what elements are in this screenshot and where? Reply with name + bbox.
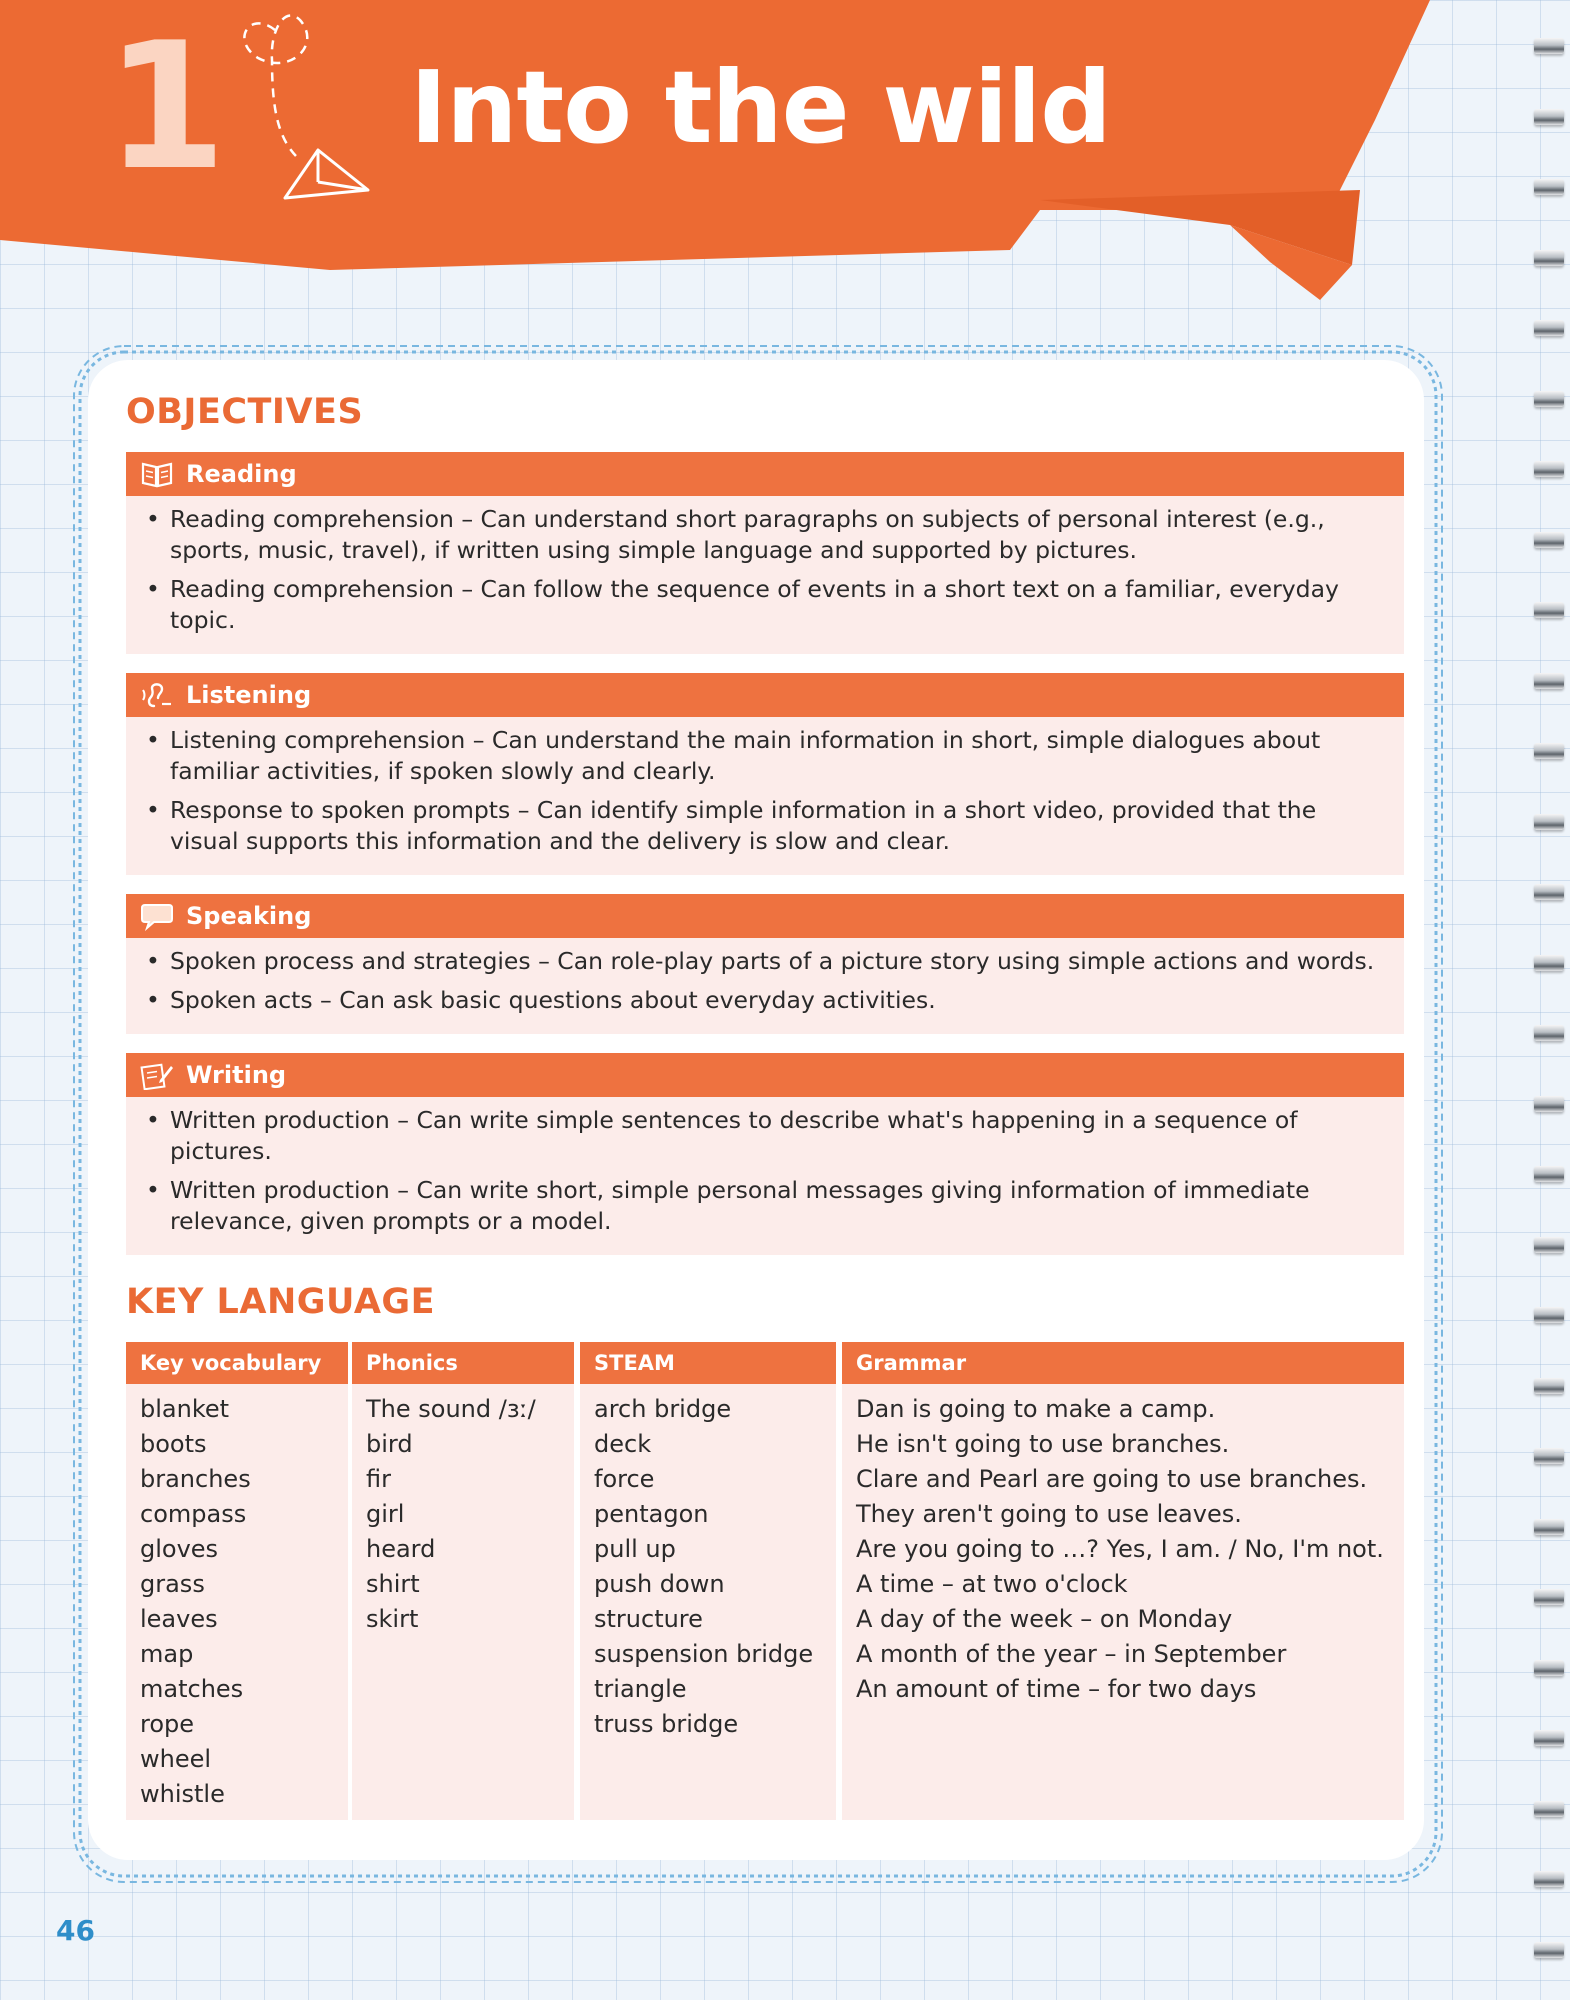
binding-ring bbox=[1534, 1589, 1564, 1605]
list-item: Dan is going to make a camp. bbox=[856, 1395, 1216, 1423]
list-item: compass bbox=[140, 1500, 247, 1528]
column-items bbox=[580, 1384, 836, 1820]
list-item: Clare and Pearl are going to use branches. bbox=[856, 1465, 1368, 1493]
list-item: deck bbox=[594, 1430, 652, 1458]
column-items bbox=[352, 1384, 574, 1820]
list-item: Are you going to …? Yes, I am. / No, I'm not. bbox=[856, 1535, 1384, 1563]
binding-ring bbox=[1534, 1096, 1564, 1112]
binding-ring bbox=[1534, 1025, 1564, 1041]
list-item: shirt bbox=[366, 1570, 420, 1598]
pencil-paper-icon bbox=[140, 1060, 174, 1090]
binding-ring bbox=[1534, 391, 1564, 407]
list-item: girl bbox=[366, 1500, 405, 1528]
unit-title: Into the wild bbox=[410, 49, 1111, 166]
objective-header bbox=[126, 1053, 1404, 1097]
objective-name: Speaking bbox=[186, 902, 312, 930]
list-item: fir bbox=[366, 1465, 391, 1493]
objectives-title: OBJECTIVES bbox=[126, 392, 364, 432]
list-item: skirt bbox=[366, 1605, 419, 1633]
list-item: triangle bbox=[594, 1675, 687, 1703]
list-item: blanket bbox=[140, 1395, 230, 1423]
list-item: leaves bbox=[140, 1605, 218, 1633]
column-header: Grammar bbox=[842, 1342, 1404, 1384]
binding-ring bbox=[1534, 461, 1564, 477]
objective-body bbox=[126, 496, 1404, 654]
objective-body bbox=[126, 938, 1404, 1034]
binding-ring bbox=[1534, 602, 1564, 618]
objective-bullet: • Written production – Can write simple sentences to describe what's happening in a sequence of pictures. bbox=[144, 1105, 1378, 1167]
ear-icon bbox=[140, 680, 174, 710]
binding-ring bbox=[1534, 1730, 1564, 1746]
binding-ring bbox=[1534, 673, 1564, 689]
column-header: Phonics bbox=[352, 1342, 574, 1384]
column-items bbox=[126, 1384, 348, 1820]
objective-body bbox=[126, 717, 1404, 875]
grammar-column bbox=[842, 1342, 1404, 1820]
list-item: pull up bbox=[594, 1535, 676, 1563]
binding-ring bbox=[1534, 814, 1564, 830]
phonics-column bbox=[352, 1342, 574, 1820]
spiral-binding bbox=[1526, 0, 1570, 2000]
binding-ring bbox=[1534, 1871, 1564, 1887]
binding-ring bbox=[1534, 1448, 1564, 1464]
binding-ring bbox=[1534, 38, 1564, 54]
objective-listening bbox=[126, 673, 1404, 875]
objective-name: Writing bbox=[186, 1061, 287, 1089]
binding-ring bbox=[1534, 884, 1564, 900]
objective-name: Listening bbox=[186, 681, 312, 709]
binding-ring bbox=[1534, 320, 1564, 336]
list-item: structure bbox=[594, 1605, 703, 1633]
binding-ring bbox=[1534, 955, 1564, 971]
binding-ring bbox=[1534, 1519, 1564, 1535]
key-language-table bbox=[126, 1342, 1404, 1820]
binding-ring bbox=[1534, 1942, 1564, 1958]
binding-ring bbox=[1534, 1307, 1564, 1323]
binding-ring bbox=[1534, 109, 1564, 125]
list-item: bird bbox=[366, 1430, 413, 1458]
list-item: matches bbox=[140, 1675, 244, 1703]
list-item: gloves bbox=[140, 1535, 219, 1563]
list-item: branches bbox=[140, 1465, 251, 1493]
list-item: force bbox=[594, 1465, 655, 1493]
objective-bullet: • Reading comprehension – Can follow the sequence of events in a short text on a familiar, everyday topic. bbox=[144, 574, 1378, 636]
list-item: A month of the year – in September bbox=[856, 1640, 1287, 1668]
list-item: map bbox=[140, 1640, 194, 1668]
binding-ring bbox=[1534, 1660, 1564, 1676]
list-item: A day of the week – on Monday bbox=[856, 1605, 1233, 1633]
binding-ring bbox=[1534, 532, 1564, 548]
objective-header bbox=[126, 894, 1404, 938]
list-item: They aren't going to use leaves. bbox=[856, 1500, 1242, 1528]
column-header: Key vocabulary bbox=[126, 1342, 348, 1384]
objective-header bbox=[126, 452, 1404, 496]
speech-bubble-icon bbox=[140, 901, 174, 931]
objective-bullet: • Response to spoken prompts – Can identify simple information in a short video, provided that the visual supports this information and the delivery is slow and clear. bbox=[144, 795, 1378, 857]
list-item: boots bbox=[140, 1430, 207, 1458]
column-items bbox=[842, 1384, 1404, 1820]
objective-speaking bbox=[126, 894, 1404, 1034]
objective-header bbox=[126, 673, 1404, 717]
objective-writing bbox=[126, 1053, 1404, 1255]
binding-ring bbox=[1534, 743, 1564, 759]
list-item: rope bbox=[140, 1710, 195, 1738]
list-item: heard bbox=[366, 1535, 436, 1563]
binding-ring bbox=[1534, 250, 1564, 266]
list-item: arch bridge bbox=[594, 1395, 732, 1423]
objective-name: Reading bbox=[186, 460, 297, 488]
column-header: STEAM bbox=[580, 1342, 836, 1384]
steam-column bbox=[580, 1342, 836, 1820]
objective-bullet: • Written production – Can write short, simple personal messages giving information of immediate relevance, given prompts or a model. bbox=[144, 1175, 1378, 1237]
list-item: An amount of time – for two days bbox=[856, 1675, 1257, 1703]
binding-ring bbox=[1534, 1166, 1564, 1182]
objective-body bbox=[126, 1097, 1404, 1255]
binding-ring bbox=[1534, 1237, 1564, 1253]
binding-ring bbox=[1534, 1801, 1564, 1817]
binding-ring bbox=[1534, 1378, 1564, 1394]
list-item: whistle bbox=[140, 1780, 225, 1808]
key-vocabulary-column bbox=[126, 1342, 348, 1820]
objective-bullet: • Reading comprehension – Can understand short paragraphs on subjects of personal interest (e.g., sports, music, travel), if written using simple language and supported by pictures. bbox=[144, 504, 1378, 566]
objective-bullet: • Spoken acts – Can ask basic questions about everyday activities. bbox=[144, 985, 1378, 1016]
page-number: 46 bbox=[56, 1914, 95, 1947]
book-icon bbox=[140, 459, 174, 489]
unit-number: 1 bbox=[105, 6, 227, 209]
objective-bullet: • Spoken process and strategies – Can role-play parts of a picture story using simple actions and words. bbox=[144, 946, 1378, 977]
list-item: suspension bridge bbox=[594, 1640, 814, 1668]
list-item: truss bridge bbox=[594, 1710, 739, 1738]
key-language-title: KEY LANGUAGE bbox=[126, 1282, 436, 1322]
list-item: A time – at two o'clock bbox=[856, 1570, 1128, 1598]
objective-bullet: • Listening comprehension – Can understand the main information in short, simple dialogues about familiar activities, if spoken slowly and clearly. bbox=[144, 725, 1378, 787]
list-item: The sound /ɜː/ bbox=[366, 1395, 536, 1423]
list-item: grass bbox=[140, 1570, 205, 1598]
list-item: pentagon bbox=[594, 1500, 709, 1528]
objective-reading bbox=[126, 452, 1404, 654]
list-item: push down bbox=[594, 1570, 725, 1598]
list-item: wheel bbox=[140, 1745, 212, 1773]
binding-ring bbox=[1534, 179, 1564, 195]
list-item: He isn't going to use branches. bbox=[856, 1430, 1230, 1458]
